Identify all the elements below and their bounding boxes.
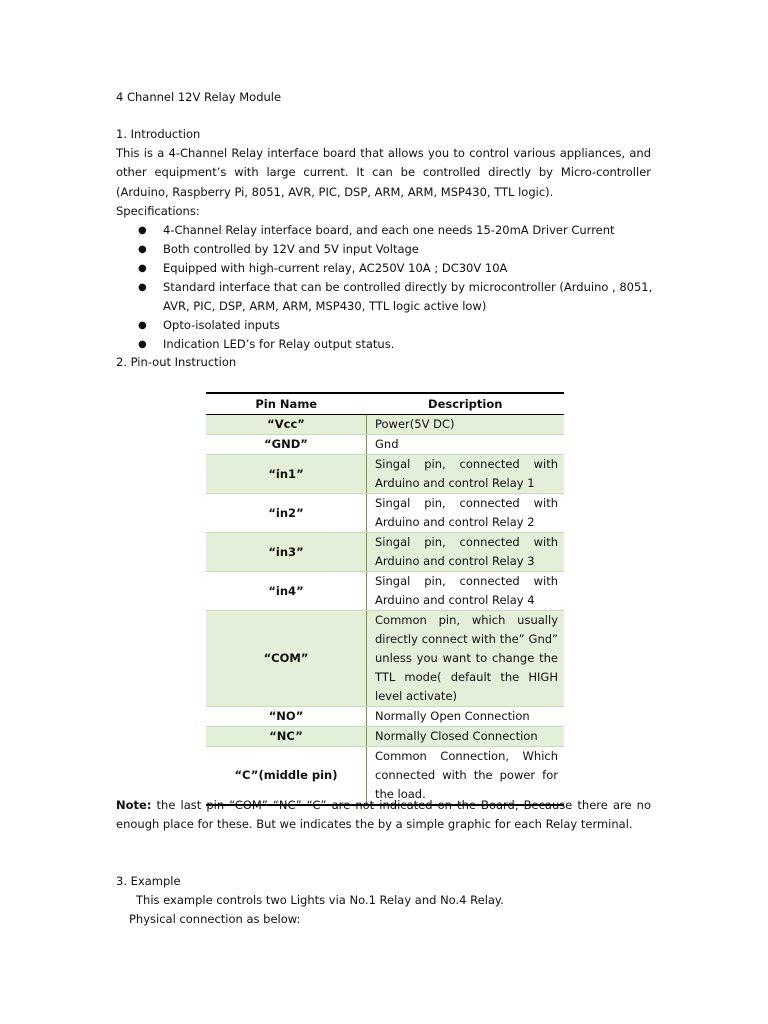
table-row [206,533,564,572]
table-row [206,455,564,494]
pin-description-cell: Normally Open Connection [367,707,565,727]
table-row [206,435,564,455]
list-item: ● 4-Channel Relay interface board, and each one needs 15-20mA Driver Current [138,221,653,240]
pin-name-cell: “in1” [206,455,367,494]
table-row [206,727,564,747]
list-item: ● Opto-isolated inputs [138,316,653,335]
pin-description-cell: Singal pin, connected with Arduino and control Relay 3 [367,533,565,572]
bullet-icon: ● [138,282,147,293]
table-row [206,415,564,435]
list-item: ● Indication LED’s for Relay output status. [138,335,653,354]
list-item: ● Equipped with high-current relay, AC250V 10A ; DC30V 10A [138,259,653,278]
pin-description-cell: Power(5V DC) [367,415,565,435]
section-heading-example: 3. Example [116,874,181,888]
pin-name-cell: “in3” [206,533,367,572]
pin-description-cell: Normally Closed Connection [367,727,565,747]
pin-description-cell: Singal pin, connected with Arduino and control Relay 1 [367,455,565,494]
example-connection-label: Physical connection as below: [129,912,301,926]
section-heading-introduction: 1. Introduction [116,127,201,141]
pin-name-cell: “NO” [206,707,367,727]
pin-description-cell: Singal pin, connected with Arduino and control Relay 4 [367,572,565,611]
list-item: ● Standard interface that can be controlled directly by microcontroller (Arduino , 8051, AVR, PIC, DSP, ARM, ARM, MSP430, TTL logic active low) [138,280,653,313]
bullet-icon: ● [138,339,147,350]
list-item: ● Both controlled by 12V and 5V input Voltage [138,240,653,259]
pin-name-cell: “NC” [206,727,367,747]
pinout-table [206,392,564,806]
pin-description-cell: Common Connection, Which connected with the power for the load. [367,747,565,806]
table-row [206,611,564,707]
note-label: Note: [116,798,152,812]
intro-paragraph: This is a 4-Channel Relay interface board that allows you to control various appliances, and other equipment’s with large current. It can be controlled directly by Micro-controller (Arduino, Raspberry Pi, 8051, AVR, PIC, DSP, ARM, ARM, MSP430, TTL logic). [116,146,651,199]
pin-description-cell: Common pin, which usually directly connect with the” Gnd” unless you want to change the TTL mode( default the HIGH level activate) [367,611,565,707]
pin-description-cell: Gnd [367,435,565,455]
pin-name-cell: “in2” [206,494,367,533]
pin-name-cell: “in4” [206,572,367,611]
column-header-pin-name: Pin Name [206,393,367,415]
bullet-icon: ● [138,244,147,255]
table-row [206,572,564,611]
document-title: 4 Channel 12V Relay Module [116,90,282,104]
note-paragraph [116,796,651,835]
bullet-icon: ● [138,263,147,274]
section-heading-pinout: 2. Pin-out Instruction [116,355,237,369]
table-row [206,494,564,533]
pin-name-cell: “GND” [206,435,367,455]
table-header-row [206,393,564,415]
pin-name-cell: “C”(middle pin) [206,747,367,806]
note-text: the last pin “COM” “NC” “C” are not indicated on the Board, Because there are no enough place for these. But we indicates the by a simple graphic for each Relay terminal. [116,798,651,832]
specifications-list [138,221,653,354]
pin-name-cell: “COM” [206,611,367,707]
pin-name-cell: “Vcc” [206,415,367,435]
bullet-icon: ● [138,225,147,236]
pin-description-cell: Singal pin, connected with Arduino and control Relay 2 [367,494,565,533]
bullet-icon: ● [138,320,147,331]
specifications-heading: Specifications: [116,204,200,218]
table-row [206,707,564,727]
example-description: This example controls two Lights via No.1 Relay and No.4 Relay. [136,893,504,907]
column-header-description: Description [367,393,565,415]
